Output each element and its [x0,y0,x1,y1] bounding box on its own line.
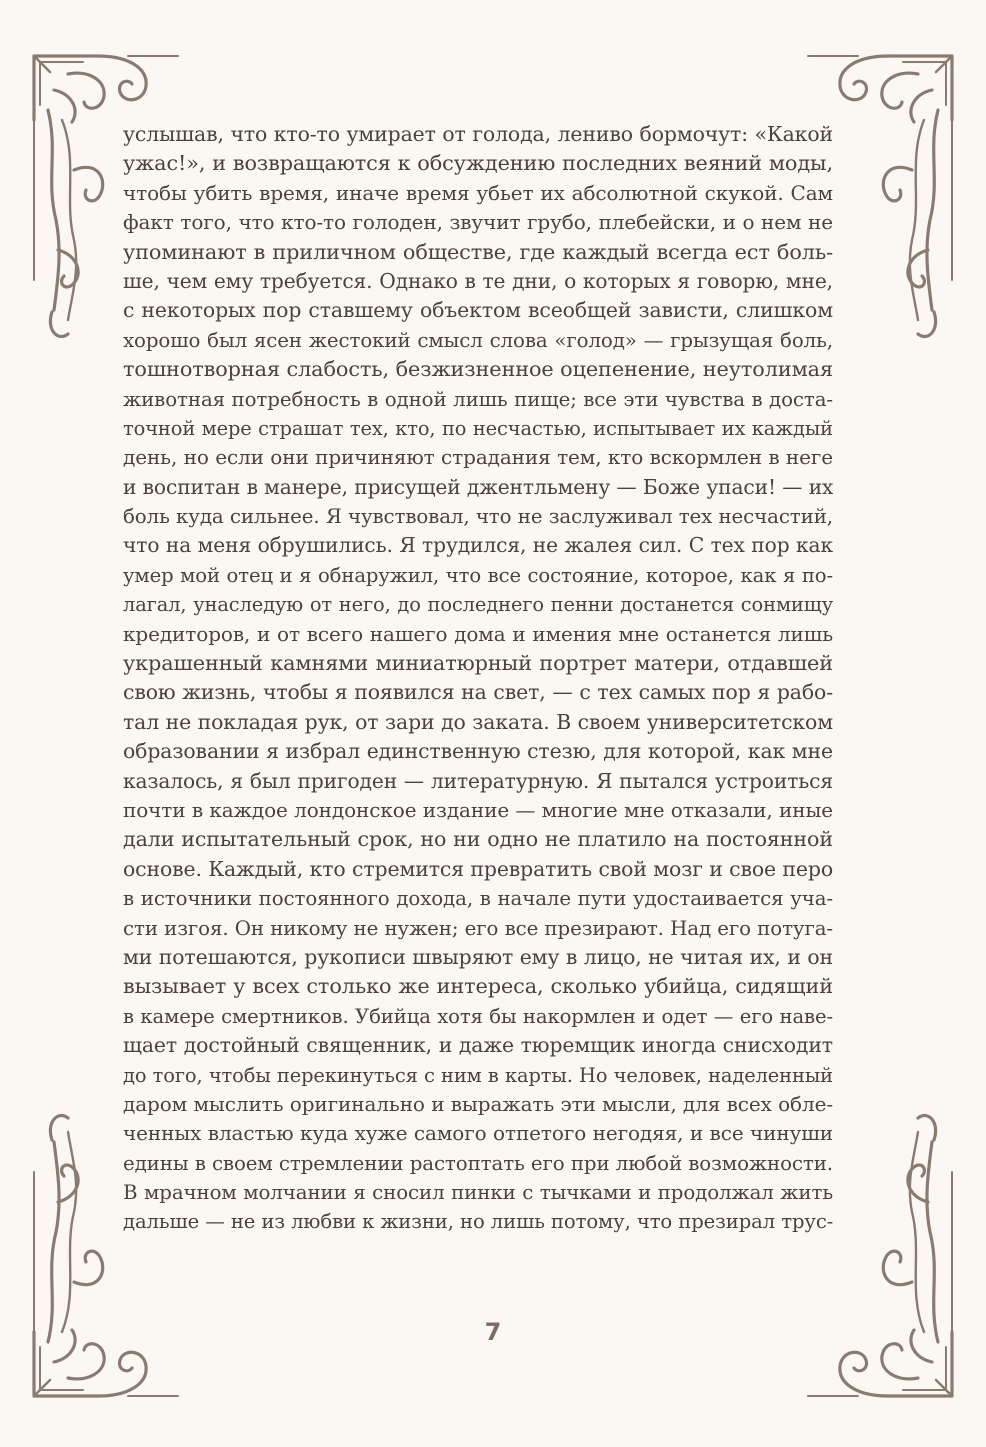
text-line: упоминают в приличном обществе, где каждый всегда ест боль- [123,239,833,264]
text-line: боль куда сильнее. Я чувствовал, что не заслуживал тех несчастий, [123,505,833,529]
text-line: сти изгоя. Он никому не нужен; его все презирают. Над его потуга- [123,916,833,940]
text-line: ченных властью куда хуже самого отпетого негодяя, и все чинуши [123,1121,833,1146]
text-line: дальше — не из любви к жизни, но лишь потому, что презирал трус- [123,1210,833,1234]
text-line: день, но если они причиняют страдания тем, кто вскормлен в неге [123,445,833,470]
text-line: вызывает у всех столько же интереса, сколько убийца, сидящий [123,974,833,999]
text-line: факт того, что кто-то голоден, звучит грубо, плебейски, и о нем не [123,210,833,235]
text-line: основе. Каждый, кто стремится превратить свой мозг и свое перо [123,856,833,881]
text-line: ми потешаются, рукописи швыряют ему в лицо, не читая их, и он [123,944,833,969]
text-line: ужас!», и возвращаются к обсуждению последних веяний моды, [123,151,833,176]
text-line: животная потребность в одной лишь пище; все эти чувства в доста- [123,387,833,411]
text-line: в камере смертников. Убийца хотя бы накормлен и одет — его наве- [123,1004,833,1028]
body-text [123,120,833,1237]
text-line: с некоторых пор ставшему объектом всеобщей зависти, слишком [123,298,833,323]
text-line: образовании я избрал единственную стезю, для которой, как мне [123,739,833,764]
text-line: лагал, унаследую от него, до последнего пенни достанется сонмищу [123,593,833,617]
text-line: и воспитан в манере, присущей джентльмену — Боже упаси! — их [123,474,833,499]
text-line: даром мыслить оригинально и выражать эти мысли, для всех обле- [123,1091,833,1116]
text-line: В мрачном молчании я сносил пинки с тычками и продолжал жить [123,1181,833,1205]
text-line: умер мой отец и я обнаружил, что все состояние, которое, как я по- [123,563,833,587]
text-line: ше, чем ему требуется. Однако в те дни, о которых я говорю, мне, [123,268,833,293]
text-line: услышав, что кто-то умирает от голода, лениво бормочут: «Какой [123,122,833,146]
text-line: почти в каждое лондонское издание — многие мне отказали, иные [123,797,833,822]
text-line: хорошо был ясен жестокий смысл слова «голод» — грызущая боль, [123,328,833,352]
text-line: точной мере страшат тех, кто, по несчастью, испытывает их каждый [123,416,833,440]
page-number: 7 [484,1318,502,1346]
text-line: едины в своем стремлении растоптать его при любой возможности. [123,1151,833,1175]
text-line: свою жизнь, чтобы я появился на свет, — с тех самых пор я рабо- [123,680,833,705]
text-line: щает достойный священник, и даже тюремщик иногда снисходит [123,1033,833,1058]
text-line: что на меня обрушились. Я трудился, не жалея сил. С тех пор как [123,533,833,558]
text-line: казалось, я был пригоден — литературную. Я пытался устроиться [123,768,833,793]
text-line: дали испытательный срок, но ни одно не платило на постоянной [123,827,833,852]
text-line: кредиторов, и от всего нашего дома и имения мне останется лишь [123,621,833,646]
text-line: украшенный камнями миниатюрный портрет матери, отдавшей [123,651,833,676]
text-line: в источники постоянного дохода, в начале пути удостаивается уча- [123,887,833,911]
text-line: тал не покладая рук, от зари до заката. В своем университетском [123,709,833,734]
text-line: тошнотворная слабость, безжизненное оцепенение, неутолимая [123,357,833,382]
text-line: чтобы убить время, иначе время убьет их абсолютной скукой. Сам [123,180,833,205]
text-line: до того, чтобы перекинуться с ним в карты. Но человек, наделенный [123,1063,833,1087]
